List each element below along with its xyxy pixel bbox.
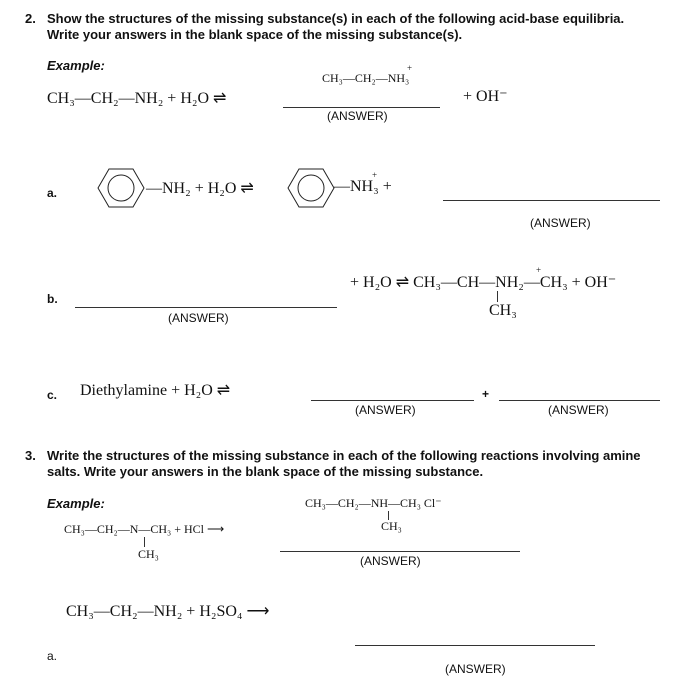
question-2-number: 2. (25, 11, 36, 26)
question-2-line1: Show the structures of the missing substance(s) in each of the following acid-base equilibria. (47, 11, 625, 26)
q2c-answer-line-1[interactable] (311, 400, 474, 401)
q3a-answer-line[interactable] (355, 645, 595, 646)
q3-example-answer-label: (ANSWER) (360, 554, 421, 568)
q2b-answer-line[interactable] (75, 307, 337, 308)
q2b-equation: + H₂O ⇌ CH₃—CH—NH₂—CH₃ + OH⁻ (350, 274, 617, 291)
q2b-label: b. (47, 292, 58, 306)
q2c-answer-label-2: (ANSWER) (548, 403, 609, 417)
positive-charge: + (536, 265, 542, 275)
q2a-product: —NH₃ + (334, 178, 392, 195)
q3-example-reactants: CH₃—CH₂—N—CH₃ + HCl ⟶ (64, 522, 225, 536)
q2a-label: a. (47, 186, 58, 200)
q3-example-answer-branch: CH₃ (381, 519, 402, 533)
question-3-number: 3. (25, 448, 36, 463)
question-3-line2: salts. Write your answers in the blank space of the missing substance. (47, 464, 484, 479)
question-3-line1: Write the structures of the missing substance in each of the following reactions involving amine (47, 448, 641, 463)
q2-example-answer-line (283, 107, 440, 108)
q2b-answer-label: (ANSWER) (168, 311, 229, 325)
q3a-answer-label: (ANSWER) (445, 662, 506, 676)
q2c-plus: + (482, 387, 490, 401)
q3-example-answer-line (280, 551, 520, 552)
benzene-ring-icon (96, 166, 146, 210)
bond-line (144, 537, 145, 547)
question-2-line2: Write your answers in the blank space of the missing substance(s). (47, 27, 463, 42)
q2-example-product2: + OH⁻ (463, 88, 508, 105)
q2a-answer-line[interactable] (443, 200, 660, 201)
q2c-equation: Diethylamine + H₂O ⇌ (80, 382, 231, 399)
q3-example-answer: CH₃—CH₂—NH—CH₃ Cl⁻ (305, 496, 442, 510)
q2-example-reactants: CH₃—CH₂—NH₂ + H₂O ⇌ (47, 90, 227, 107)
q2a-reactant-text: NH₂ + H₂O ⇌ (162, 180, 254, 197)
bond-line (497, 291, 498, 302)
q3-example-branch: CH₃ (138, 547, 159, 561)
q2-example-answer: CH₃—CH₂—NH₃ (322, 71, 410, 85)
q2a-product-text: NH₃ + (350, 178, 392, 195)
q2c-answer-line-2[interactable] (499, 400, 660, 401)
q2c-answer-label-1: (ANSWER) (355, 403, 416, 417)
q2c-label: c. (47, 388, 58, 402)
q3a-label: a. (47, 649, 58, 663)
positive-charge: + (407, 63, 413, 73)
q2-example-answer-label: (ANSWER) (327, 109, 388, 123)
q3a-equation: CH₃—CH₂—NH₂ + H₂SO₄ ⟶ (66, 603, 270, 620)
q3-example-label: Example: (47, 496, 105, 511)
benzene-ring-icon (286, 166, 336, 210)
q2b-branch: CH₃ (489, 302, 517, 319)
q2-example-label: Example: (47, 58, 105, 73)
q2a-reactant: —NH₂ + H₂O ⇌ (146, 180, 254, 197)
q2a-answer-label: (ANSWER) (530, 216, 591, 230)
positive-charge: + (372, 170, 378, 180)
